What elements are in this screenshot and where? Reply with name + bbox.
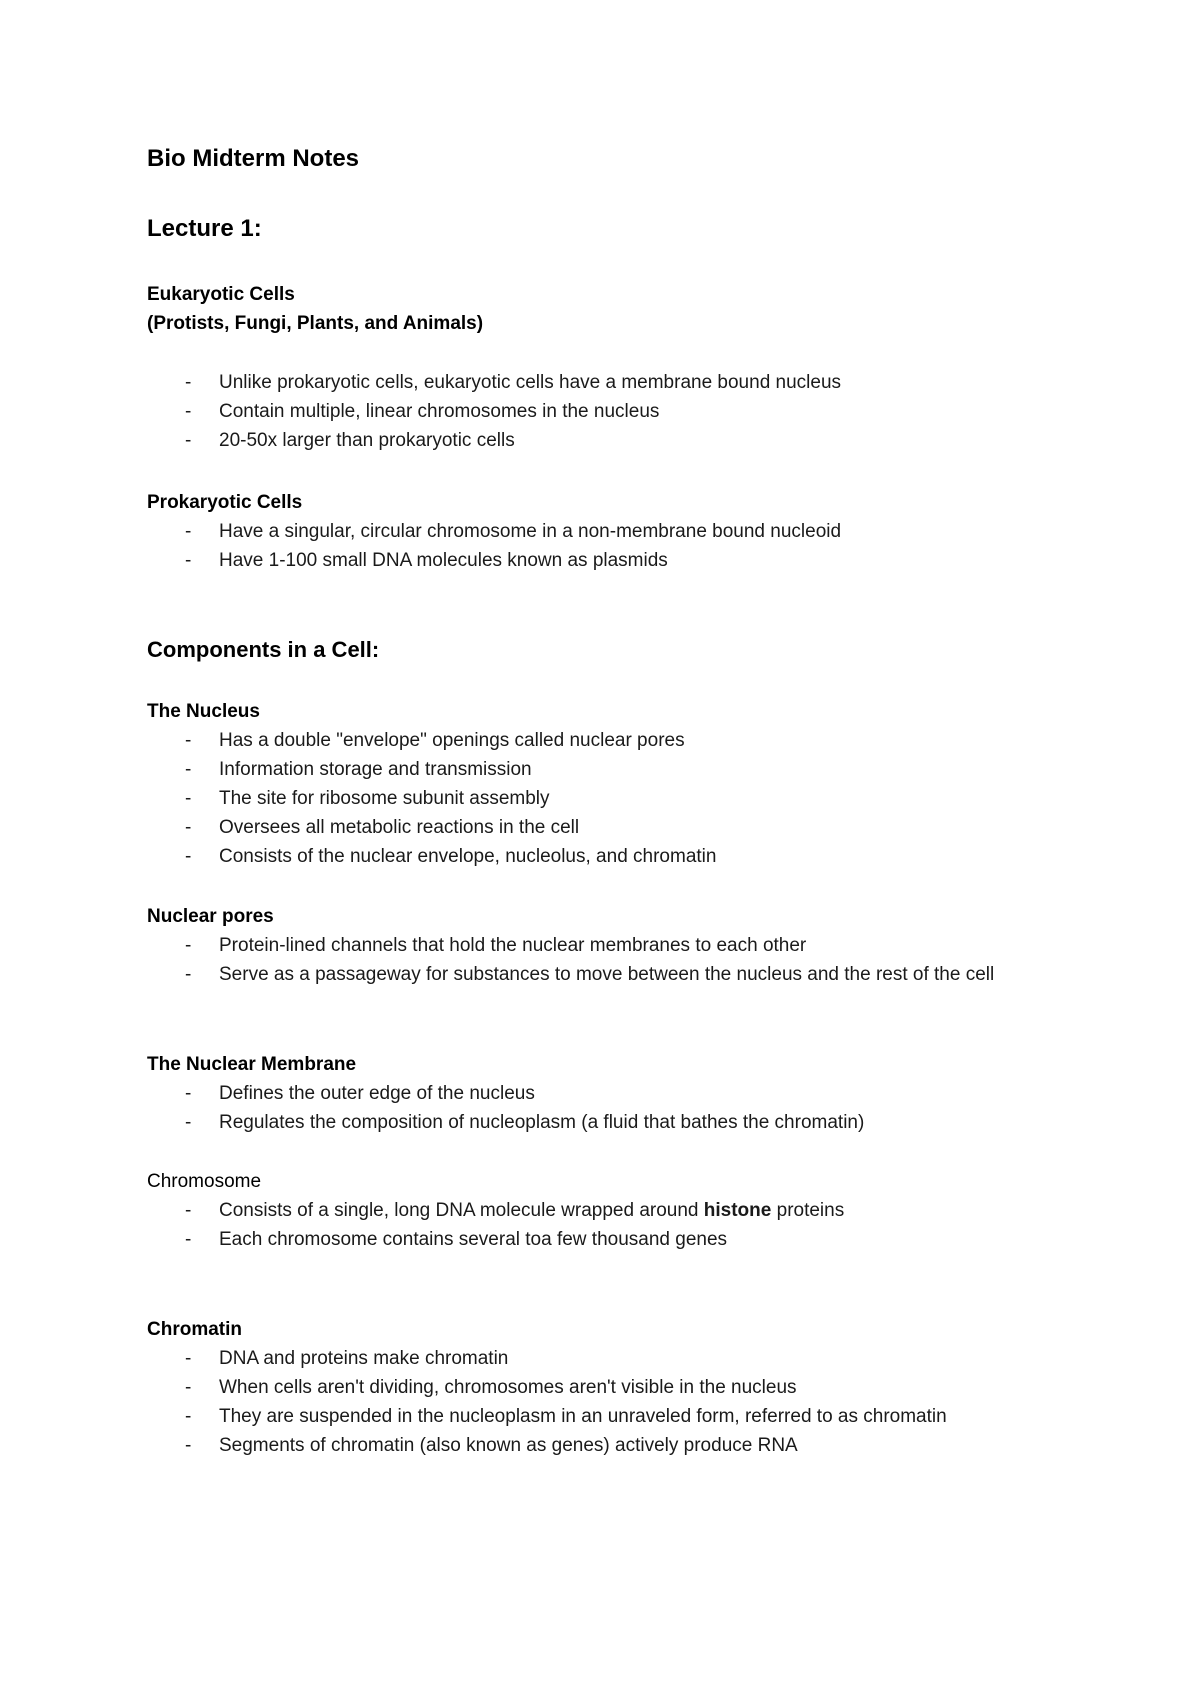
- list-item-text: The site for ribosome subunit assembly: [219, 788, 550, 809]
- list-item: [147, 960, 1067, 989]
- list-item-text: Have a singular, circular chromosome in a non-membrane bound nucleoid: [219, 521, 842, 542]
- list-item: [147, 368, 1067, 397]
- list-item: [147, 1225, 1067, 1254]
- list-item: [147, 1431, 1067, 1460]
- nuclear-pores-list: [147, 931, 1067, 989]
- eukaryotic-heading: Eukaryotic Cells: [147, 284, 295, 305]
- lecture-heading: Lecture 1:: [147, 215, 262, 242]
- list-item: [147, 1402, 1067, 1431]
- list-item-text: They are suspended in the nucleoplasm in an unraveled form, referred to as chromatin: [219, 1406, 947, 1427]
- list-item-text: Each chromosome contains several toa few thousand genes: [219, 1229, 728, 1250]
- prokaryotic-list: [147, 517, 1067, 575]
- nuclear-pores-heading: Nuclear pores: [147, 906, 274, 927]
- bullet-dash: -: [185, 788, 192, 809]
- list-item-text: Has a double "envelope" openings called nuclear pores: [219, 730, 685, 751]
- list-item: [147, 755, 1067, 784]
- list-item: [147, 1373, 1067, 1402]
- list-item: [147, 1079, 1067, 1108]
- list-item-text: Consists of the nuclear envelope, nucleolus, and chromatin: [219, 846, 717, 867]
- bullet-dash: -: [185, 1083, 192, 1104]
- list-item-text: DNA and proteins make chromatin: [219, 1348, 509, 1369]
- chromosome-heading: Chromosome: [147, 1171, 262, 1192]
- bullet-dash: -: [185, 1200, 192, 1221]
- bullet-dash: -: [185, 1377, 192, 1398]
- list-item: [147, 517, 1067, 546]
- list-item-text: Defines the outer edge of the nucleus: [219, 1083, 535, 1104]
- list-item-text: Serve as a passageway for substances to move between the nucleus and the rest of the cell: [219, 964, 995, 985]
- bullet-dash: -: [185, 372, 192, 393]
- nuclear-membrane-heading: The Nuclear Membrane: [147, 1054, 357, 1075]
- bullet-dash: -: [185, 1229, 192, 1250]
- list-item-text: When cells aren't dividing, chromosomes aren't visible in the nucleus: [219, 1377, 797, 1398]
- list-item-text: Unlike prokaryotic cells, eukaryotic cells have a membrane bound nucleus: [219, 372, 842, 393]
- list-item-text-start: Consists of a single, long DNA molecule wrapped around: [219, 1200, 704, 1221]
- list-item: [147, 546, 1067, 575]
- list-item-text: Contain multiple, linear chromosomes in the nucleus: [219, 401, 660, 422]
- components-heading: Components in a Cell:: [147, 637, 380, 662]
- eukaryotic-heading-block: [147, 280, 483, 338]
- list-item: [147, 726, 1067, 755]
- nuclear-membrane-list: [147, 1079, 1067, 1137]
- chromatin-heading: Chromatin: [147, 1319, 242, 1340]
- bullet-dash: -: [185, 935, 192, 956]
- bullet-dash: -: [185, 1112, 192, 1133]
- list-item: [147, 426, 1067, 455]
- bullet-dash: -: [185, 550, 192, 571]
- list-item-text: Regulates the composition of nucleoplasm (a fluid that bathes the chromatin): [219, 1112, 865, 1133]
- list-item: [147, 1108, 1067, 1137]
- list-item-text: Oversees all metabolic reactions in the cell: [219, 817, 580, 838]
- document-title: Bio Midterm Notes: [147, 145, 360, 172]
- histone-term: histone: [703, 1200, 772, 1221]
- list-item: [147, 813, 1067, 842]
- list-item: [147, 784, 1067, 813]
- list-item-text: Have 1-100 small DNA molecules known as plasmids: [219, 550, 668, 571]
- nucleus-heading: The Nucleus: [147, 701, 260, 722]
- list-item-text: 20-50x larger than prokaryotic cells: [219, 430, 515, 451]
- bullet-dash: -: [185, 430, 192, 451]
- bullet-dash: -: [185, 521, 192, 542]
- list-item: [147, 842, 1067, 871]
- eukaryotic-list: [147, 368, 1067, 455]
- list-item-text: Information storage and transmission: [219, 759, 532, 780]
- list-item: [147, 931, 1067, 960]
- bullet-dash: -: [185, 759, 192, 780]
- nucleus-list: [147, 726, 1067, 871]
- list-item-text: Protein-lined channels that hold the nuclear membranes to each other: [219, 935, 807, 956]
- list-item: [147, 1196, 1067, 1225]
- bullet-dash: -: [185, 817, 192, 838]
- bullet-dash: -: [185, 401, 192, 422]
- list-item-text-end: proteins: [771, 1200, 845, 1221]
- list-item-text: Segments of chromatin (also known as genes) actively produce RNA: [219, 1435, 798, 1456]
- bullet-dash: -: [185, 846, 192, 867]
- chromatin-list: [147, 1344, 1067, 1460]
- list-item: [147, 1344, 1067, 1373]
- list-item: [147, 397, 1067, 426]
- prokaryotic-heading: Prokaryotic Cells: [147, 492, 303, 513]
- bullet-dash: -: [185, 964, 192, 985]
- bullet-dash: -: [185, 1435, 192, 1456]
- bullet-dash: -: [185, 1406, 192, 1427]
- bullet-dash: -: [185, 730, 192, 751]
- chromosome-list: [147, 1196, 1067, 1254]
- eukaryotic-subheading: (Protists, Fungi, Plants, and Animals): [147, 313, 484, 334]
- bullet-dash: -: [185, 1348, 192, 1369]
